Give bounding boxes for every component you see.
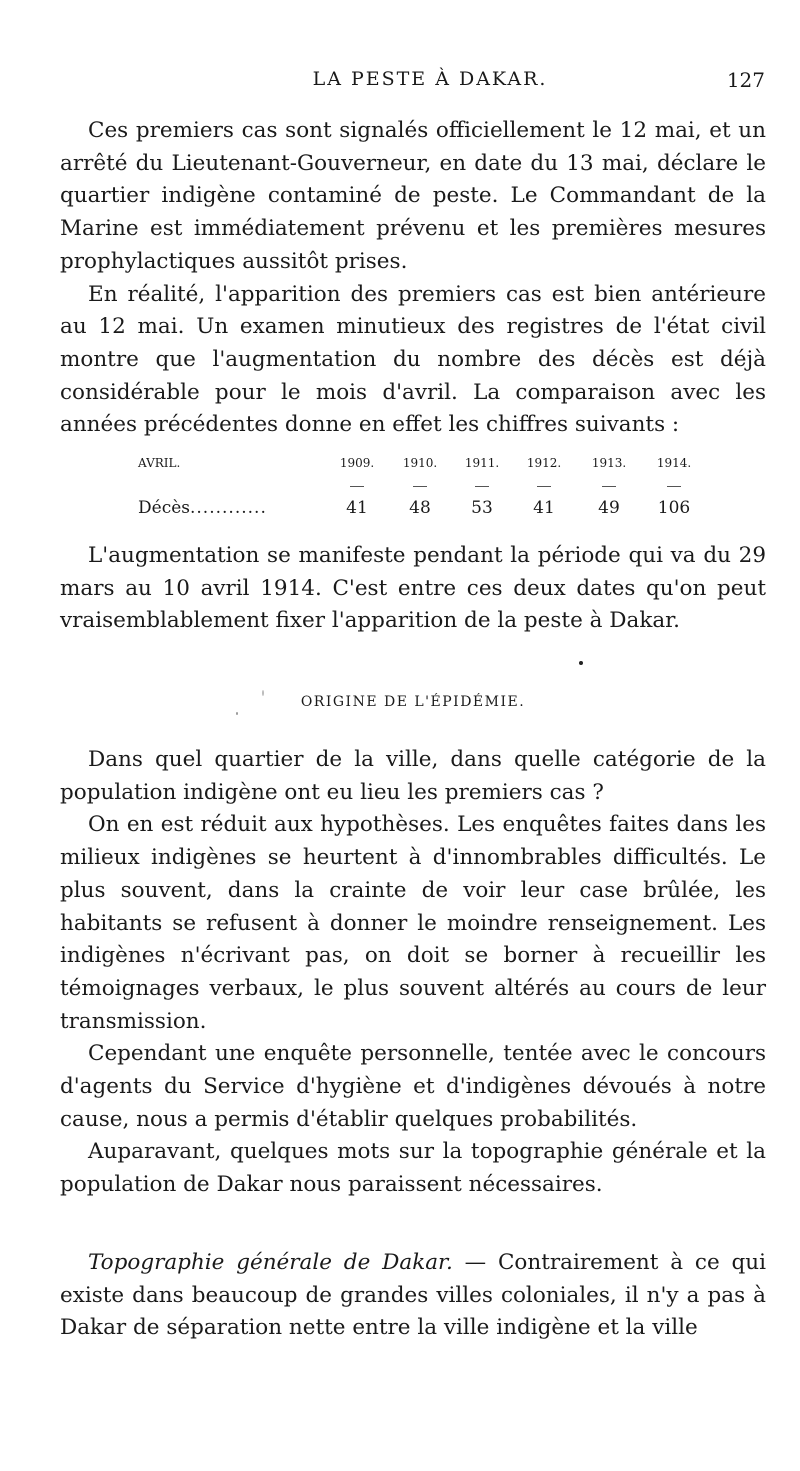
header-rule [537, 486, 551, 487]
page-number: 127 [726, 68, 765, 92]
header-rule [350, 486, 364, 487]
header-rule [667, 486, 681, 487]
text-block-origin [60, 744, 766, 1202]
row-label-text: Décès [138, 498, 190, 518]
value-cell: 53 [471, 498, 493, 518]
row-label [138, 498, 267, 518]
dot-leaders: ............ [190, 498, 267, 518]
year-cell: 1910. [402, 456, 438, 470]
header-rule [413, 486, 427, 487]
year-cell: 1909. [339, 456, 375, 470]
year-cell: 1912. [526, 456, 562, 470]
value-cell: 41 [533, 498, 555, 518]
value-cell: 106 [657, 498, 691, 518]
paragraph: Auparavant, quelques mots sur la topographie générale et la population de Dakar nous paraissent nécessaires. [60, 1139, 766, 1198]
print-speck [579, 661, 583, 665]
paragraph [60, 1247, 766, 1345]
year-cell: 1911. [464, 456, 500, 470]
deaths-table [60, 456, 766, 526]
header-rule [475, 486, 489, 487]
section-heading: ORIGINE DE L'ÉPIDÉMIE. [300, 694, 526, 710]
table-row [60, 498, 766, 524]
paragraph: Dans quel quartier de la ville, dans quelle catégorie de la population indigène ont eu lieu les premiers cas ? [60, 747, 766, 805]
paragraph: Cependant une enquête personnelle, tentée avec le concours d'agents du Service d'hygiène et d'indigènes dévoués à notre cause, nous a permis d'établir quelques probabilités. [60, 1041, 766, 1132]
value-cell: 48 [409, 498, 431, 518]
paragraph: Ces premiers cas sont signalés officiellement le 12 mai, et un arrêté du Lieutenant-Gouverneur, en date du 13 mai, déclare le quartier indigène contaminé de peste. Le Commandant de la Marine est immédiatement prévenu et les premières mesures prophylactiques aussitôt prises. [60, 118, 766, 274]
text-block-opening [60, 115, 766, 442]
subsection-title: Topographie générale de Dakar. [88, 1250, 453, 1275]
year-cell: 1914. [656, 456, 692, 470]
year-cell: 1913. [591, 456, 627, 470]
value-cell: 41 [346, 498, 368, 518]
table-header-label: AVRIL. [138, 456, 181, 470]
paragraph: L'augmentation se manifeste pendant la période qui va du 29 mars au 10 avril 1914. C'est entre ces deux dates qu'on peut vraisemblablement fixer l'apparition de la peste à Dakar. [60, 543, 766, 634]
value-cell: 49 [598, 498, 620, 518]
paragraph: On en est réduit aux hypothèses. Les enquêtes faites dans les milieux indigènes se heurtent à d'innombrables difficultés. Le plus souvent, dans la crainte de voir leur case brûlée, les habitants se refusent à donner le moindre renseignement. Les indigènes n'écrivant pas, on doit se borner à recueillir les témoignages verbaux, le plus souvent altérés au cours de leur transmission. [60, 812, 766, 1034]
running-title: LA PESTE À DAKAR. [312, 68, 548, 90]
text-block-topography [60, 1247, 766, 1345]
text-block-period [60, 540, 766, 638]
table-header-row [60, 456, 766, 482]
paragraph: En réalité, l'apparition des premiers cas est bien antérieure au 12 mai. Un examen minutieux des registres de l'état civil montre que l'augmentation du nombre des décès est déjà considérable pour le mois d'avril. La comparaison avec les années précédentes donne en effet les chiffres suivants : [60, 281, 766, 438]
print-speck [236, 712, 238, 715]
paragraph-text: Contrairement à ce qui existe dans beaucoup de grandes villes coloniales, il n'y a pas à Dakar de séparation nette entre la ville indigène et la ville [60, 1250, 766, 1341]
running-head [95, 68, 765, 94]
header-rule [602, 486, 616, 487]
em-dash: — [452, 1250, 498, 1275]
